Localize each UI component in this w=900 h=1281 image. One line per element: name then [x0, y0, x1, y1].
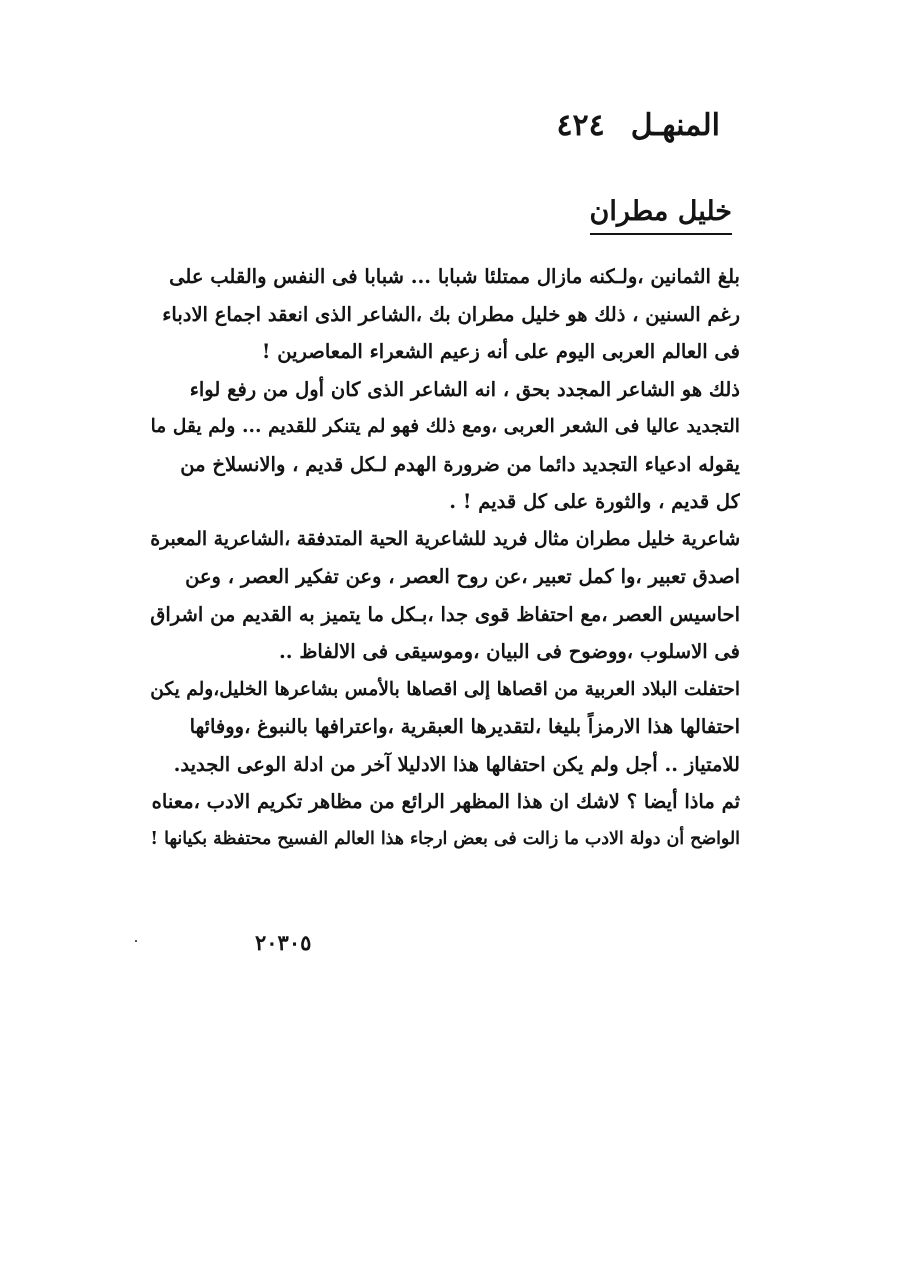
- text-line: احتفلت البلاد العربية من اقصاها إلى اقصاها بالأمس بشاعرها الخليل،ولم يكن: [150, 678, 740, 700]
- text-line: فى العالم العربى اليوم على أنه زعيم الشعراء المعاصرين !: [261, 340, 740, 363]
- page-header: [420, 108, 720, 158]
- text-line: للامتياز .. أجل ولم يكن احتفالها هذا الادليلا آخر من ادلة الوعى الجديد.: [173, 752, 740, 776]
- text-line: رغم السنين ، ذلك هو خليل مطران بك ،الشاعر الذى انعقد اجماع الادباء: [162, 302, 740, 326]
- text-line: ذلك هو الشاعر المجدد بحق ، انه الشاعر الذى كان أول من رفع لواء: [189, 377, 740, 401]
- text-line: احتفالها هذا الارمزاً بليغا ،لتقديرها العبقرية ،واعترافها بالنبوغ ،ووفائها: [189, 715, 740, 738]
- journal-title: المنهـل: [630, 108, 720, 143]
- paragraph-1: [150, 258, 740, 371]
- footer-code: ٢٠٣٠٥: [255, 930, 312, 955]
- section-title: خليل مطران: [590, 196, 732, 235]
- scan-speck: [135, 940, 137, 942]
- text-line: بلغ الثمانين ،ولـكنه مازال ممتلئا شبابا ... شبابا فى النفس والقلب على: [169, 265, 740, 288]
- text-line: احاسيس العصر ،مع احتفاظ قوى جدا ،بـكل ما يتميز به القديم من اشراق: [150, 602, 740, 626]
- paragraph-2: [150, 371, 740, 521]
- text-line: يقوله ادعياء التجديد دائما من ضرورة الهدم لـكل قديم ، والانسلاخ من: [180, 452, 740, 476]
- text-line: كل قديم ، والثورة على كل قديم ! .: [449, 490, 740, 513]
- page-number: ٤٢٤: [556, 108, 605, 143]
- article-body: [150, 258, 740, 858]
- paragraph-3: [150, 521, 740, 671]
- text-line: فى الاسلوب ،ووضوح فى البيان ،وموسيقى فى الالفاظ ..: [278, 640, 740, 663]
- text-line: الواضح أن دولة الادب ما زالت فى بعض ارجاء هذا العالم الفسيح محتفظة بكيانها !: [150, 828, 740, 849]
- text-line: اصدق تعبير ،وا كمل تعبير ،عن روح العصر ، وعن تفكير العصر ، وعن: [185, 565, 740, 588]
- text-line: شاعرية خليل مطران مثال فريد للشاعرية الحية المتدفقة ،الشاعرية المعبرة: [150, 527, 740, 550]
- paragraph-4: [150, 671, 740, 859]
- text-line: التجديد عاليا فى الشعر العربى ،ومع ذلك فهو لم يتنكر للقديم ... ولم يقل ما: [150, 415, 740, 437]
- text-line: ثم ماذا أيضا ؟ لاشك ان هذا المظهر الرائع من مظاهر تكريم الادب ،معناه: [151, 790, 740, 813]
